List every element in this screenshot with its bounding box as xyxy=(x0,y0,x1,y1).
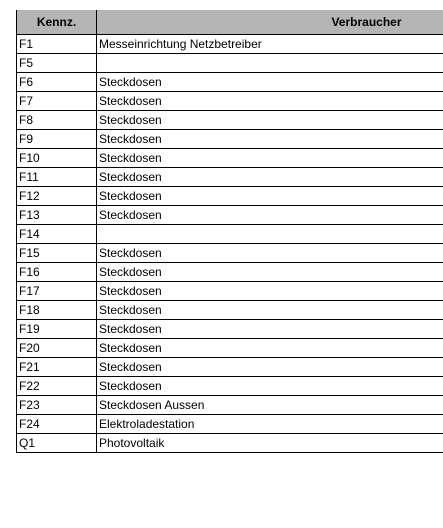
verbraucher-cell: Steckdosen xyxy=(97,130,443,149)
table-row xyxy=(17,187,443,206)
verbraucher-cell: Steckdosen xyxy=(97,92,443,111)
kennz-cell: F15 xyxy=(17,244,97,263)
verbraucher-cell: Messeinrichtung Netzbetreiber xyxy=(97,35,443,54)
verbraucher-cell: Steckdosen xyxy=(97,206,443,225)
table-row xyxy=(17,263,443,282)
table-row xyxy=(17,35,443,54)
kennz-cell: F1 xyxy=(17,35,97,54)
table-body xyxy=(17,35,443,453)
table-row xyxy=(17,244,443,263)
verbraucher-cell: Steckdosen xyxy=(97,320,443,339)
kennz-cell: Q1 xyxy=(17,434,97,453)
kennz-column-header: Kennz. xyxy=(17,10,97,35)
table-row xyxy=(17,92,443,111)
kennz-cell: F7 xyxy=(17,92,97,111)
kennz-cell: F16 xyxy=(17,263,97,282)
verbraucher-cell: Steckdosen xyxy=(97,358,443,377)
table-row xyxy=(17,320,443,339)
verbraucher-cell xyxy=(97,54,443,73)
verbraucher-cell: Steckdosen xyxy=(97,168,443,187)
kennz-cell: F21 xyxy=(17,358,97,377)
verbraucher-cell xyxy=(97,225,443,244)
table-row xyxy=(17,339,443,358)
kennz-cell: F5 xyxy=(17,54,97,73)
table-row xyxy=(17,358,443,377)
verbraucher-cell: Elektroladestation xyxy=(97,415,443,434)
kennz-cell: F8 xyxy=(17,111,97,130)
kennz-cell: F12 xyxy=(17,187,97,206)
table-row xyxy=(17,149,443,168)
verbraucher-column-header: Verbraucher xyxy=(97,10,443,35)
table-row xyxy=(17,301,443,320)
consumer-table-sheet xyxy=(16,10,443,453)
kennz-cell: F9 xyxy=(17,130,97,149)
verbraucher-cell: Photovoltaik xyxy=(97,434,443,453)
kennz-cell: F17 xyxy=(17,282,97,301)
table-row xyxy=(17,206,443,225)
table-row xyxy=(17,111,443,130)
table-row xyxy=(17,377,443,396)
verbraucher-cell: Steckdosen xyxy=(97,111,443,130)
table-header-row xyxy=(17,10,443,35)
verbraucher-cell: Steckdosen xyxy=(97,244,443,263)
verbraucher-cell: Steckdosen xyxy=(97,282,443,301)
table-row xyxy=(17,282,443,301)
kennz-cell: F11 xyxy=(17,168,97,187)
table-row xyxy=(17,130,443,149)
kennz-cell: F19 xyxy=(17,320,97,339)
verbraucher-cell: Steckdosen xyxy=(97,301,443,320)
table-row xyxy=(17,73,443,92)
table-row xyxy=(17,396,443,415)
kennz-cell: F20 xyxy=(17,339,97,358)
verbraucher-cell: Steckdosen xyxy=(97,339,443,358)
kennz-cell: F24 xyxy=(17,415,97,434)
verbraucher-cell: Steckdosen xyxy=(97,149,443,168)
verbraucher-cell: Steckdosen Aussen xyxy=(97,396,443,415)
kennz-cell: F6 xyxy=(17,73,97,92)
verbraucher-cell: Steckdosen xyxy=(97,187,443,206)
verbraucher-cell: Steckdosen xyxy=(97,73,443,92)
verbraucher-cell: Steckdosen xyxy=(97,263,443,282)
kennz-cell: F14 xyxy=(17,225,97,244)
kennz-cell: F22 xyxy=(17,377,97,396)
table-row xyxy=(17,434,443,453)
table-row xyxy=(17,415,443,434)
kennz-cell: F10 xyxy=(17,149,97,168)
table-row xyxy=(17,168,443,187)
table-row xyxy=(17,225,443,244)
consumer-table xyxy=(16,10,443,453)
kennz-cell: F18 xyxy=(17,301,97,320)
kennz-cell: F13 xyxy=(17,206,97,225)
kennz-cell: F23 xyxy=(17,396,97,415)
table-row xyxy=(17,54,443,73)
verbraucher-cell: Steckdosen xyxy=(97,377,443,396)
